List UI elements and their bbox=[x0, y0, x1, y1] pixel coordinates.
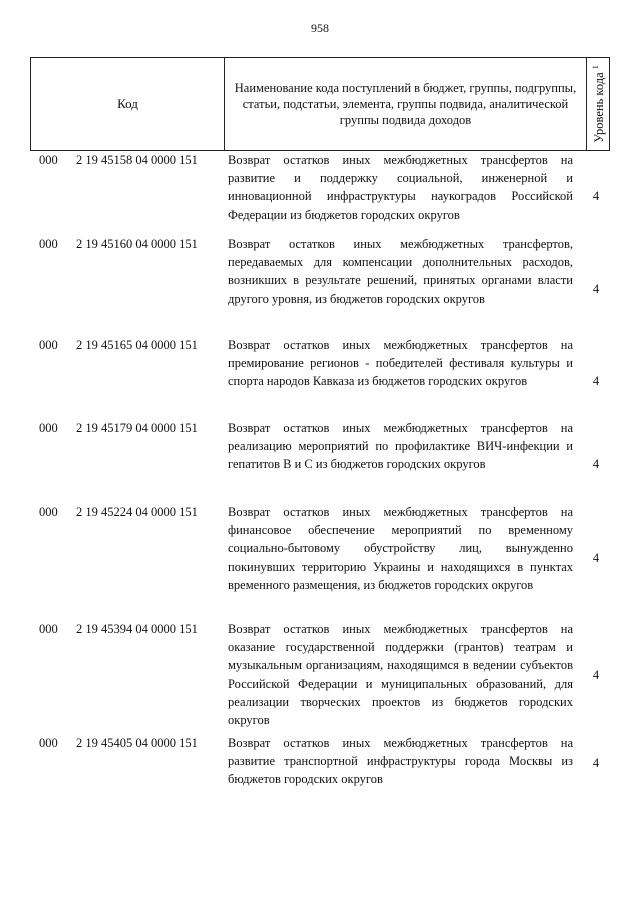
header-level-text: Уровень кода bbox=[592, 72, 607, 143]
code-level: 4 bbox=[592, 374, 600, 388]
code-level: 4 bbox=[592, 457, 600, 471]
admin-code: 000 bbox=[39, 622, 58, 636]
code-level: 4 bbox=[592, 756, 600, 770]
revenue-code: 2 19 45158 04 0000 151 bbox=[76, 153, 198, 167]
revenue-description: Возврат остатков иных межбюджетных трансфертов, передаваемых для компенсации дополнительных расходов, возникших в результате решений, принятых органами власти другого уровня, из бюджетов городских округов bbox=[228, 237, 573, 306]
page-number: 958 bbox=[311, 21, 329, 35]
revenue-code: 2 19 45394 04 0000 151 bbox=[76, 622, 198, 636]
revenue-description: Возврат остатков иных межбюджетных трансфертов на реализацию мероприятий по профилактике ВИЧ-инфекции и гепатитов B и C из бюджетов городских округов bbox=[228, 421, 573, 472]
header-name: Наименование кода поступлений в бюджет, группы, подгруппы, статьи, подстатьи, элемента, группы подвида, аналитической группы подвида доходов bbox=[225, 58, 587, 150]
code-level: 4 bbox=[592, 551, 600, 565]
revenue-description: Возврат остатков иных межбюджетных трансфертов на премирование регионов - победителей фестиваля культуры и спорта народов Кавказа из бюджетов городских округов bbox=[228, 338, 573, 389]
revenue-code: 2 19 45224 04 0000 151 bbox=[76, 505, 198, 519]
revenue-description: Возврат остатков иных межбюджетных трансфертов на оказание государственной поддержки (грантов) театрам и музыкальным организациям, находящимся в ведении субъектов Российской Федерации и муниципальных образований, для реализации творческих проектов из бюджетов городских округов bbox=[228, 622, 573, 728]
revenue-code: 2 19 45165 04 0000 151 bbox=[76, 338, 198, 352]
code-level: 4 bbox=[592, 668, 600, 682]
table-header bbox=[30, 57, 610, 151]
header-level-footnote: 1 bbox=[590, 65, 600, 70]
admin-code: 000 bbox=[39, 736, 58, 750]
revenue-description: Возврат остатков иных межбюджетных трансфертов на развитие транспортной инфраструктуры города Москвы из бюджетов городских округов bbox=[228, 736, 573, 787]
code-level: 4 bbox=[592, 189, 600, 203]
revenue-description: Возврат остатков иных межбюджетных трансфертов на финансовое обеспечение мероприятий по временному социально-бытовому обустройству лиц, вынужденно покинувших территорию Украины и находящихся в пунктах временного размещения, из бюджетов городских округов bbox=[228, 505, 573, 592]
header-level-label bbox=[591, 65, 607, 143]
admin-code: 000 bbox=[39, 153, 58, 167]
admin-code: 000 bbox=[39, 505, 58, 519]
admin-code: 000 bbox=[39, 421, 58, 435]
header-level bbox=[587, 58, 611, 150]
revenue-code: 2 19 45179 04 0000 151 bbox=[76, 421, 198, 435]
admin-code: 000 bbox=[39, 338, 58, 352]
admin-code: 000 bbox=[39, 237, 58, 251]
code-level: 4 bbox=[592, 282, 600, 296]
revenue-description: Возврат остатков иных межбюджетных трансфертов на развитие и поддержку социальной, инженерной и инновационной инфраструктуры наукоградов Российской Федерации из бюджетов городских округов bbox=[228, 153, 573, 222]
header-code: Код bbox=[31, 58, 225, 150]
revenue-code: 2 19 45405 04 0000 151 bbox=[76, 736, 198, 750]
revenue-code: 2 19 45160 04 0000 151 bbox=[76, 237, 198, 251]
